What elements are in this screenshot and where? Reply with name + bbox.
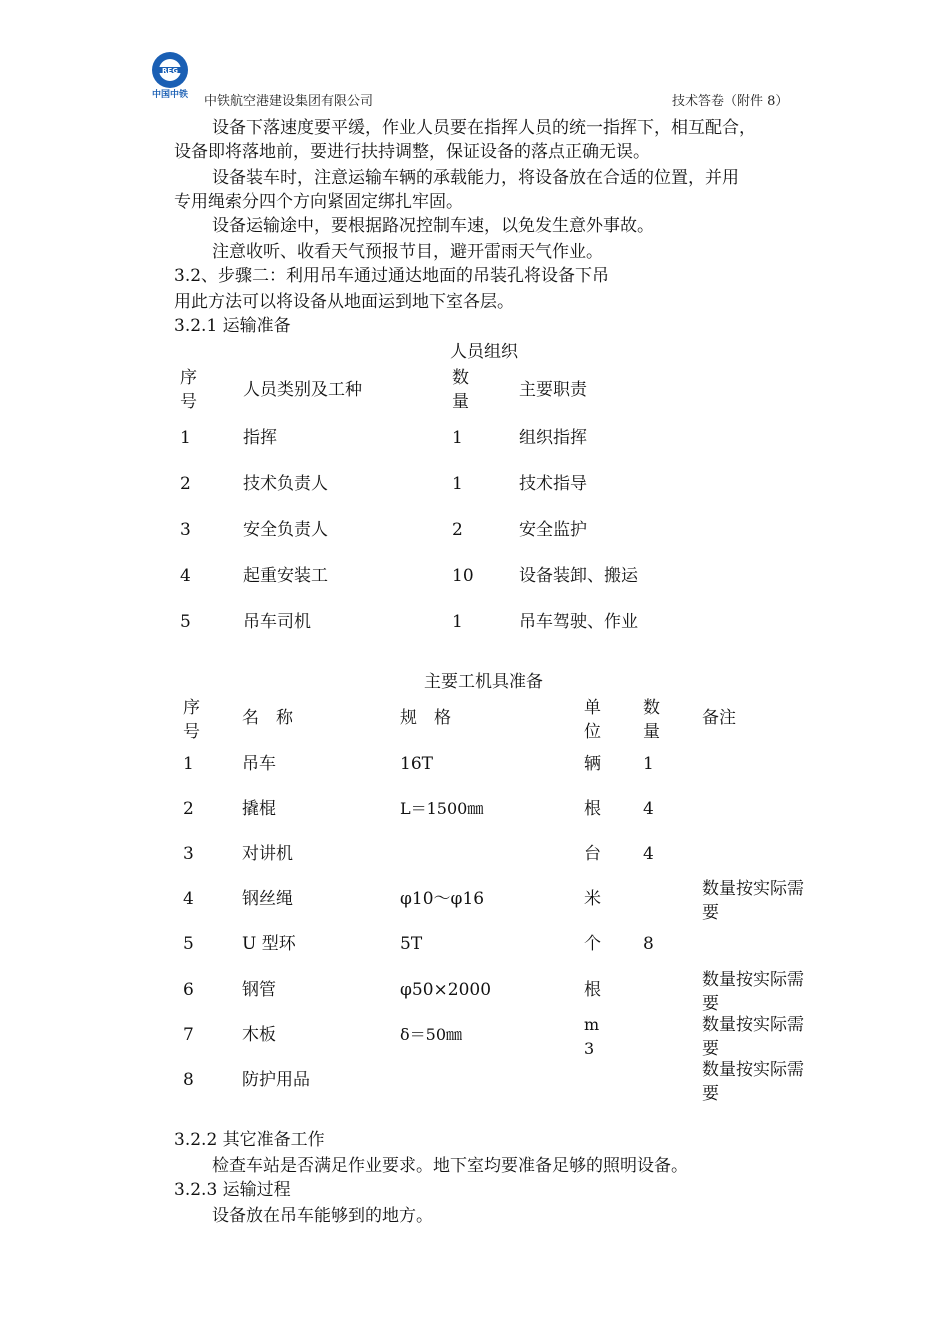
tools-header-note: 备注 [702, 708, 736, 728]
tools-cell-no: 8 [183, 1070, 194, 1090]
personnel-cell-type: 安全负责人 [243, 520, 328, 540]
section-3-2-3-heading: 3.2.3 运输过程 [174, 1180, 291, 1200]
personnel-cell-no: 4 [180, 566, 191, 586]
personnel-cell-type: 吊车司机 [243, 612, 311, 632]
tools-cell-no: 3 [183, 844, 194, 864]
header-doc-ref: 技术答卷（附件 8） [672, 94, 789, 109]
paragraph-3: 设备运输途中，要根据路况控制车速，以免发生意外事故。 [212, 216, 654, 236]
tools-cell-name: 防护用品 [242, 1070, 310, 1090]
tools-cell-no: 6 [183, 980, 194, 1000]
tools-cell-qty: 4 [643, 844, 654, 864]
personnel-cell-qty: 1 [452, 612, 463, 632]
personnel-cell-type: 起重安装工 [243, 566, 328, 586]
tools-cell-no: 2 [183, 799, 194, 819]
section-3-2-3-text: 设备放在吊车能够到的地方。 [212, 1206, 433, 1226]
section-3-2-heading: 3.2、步骤二：利用吊车通过通达地面的吊装孔将设备下吊 [174, 266, 610, 286]
tools-cell-name: 吊车 [242, 754, 276, 774]
personnel-header-duty: 主要职责 [519, 380, 587, 400]
tools-cell-spec: φ50×2000 [400, 980, 492, 1000]
tools-cell-name: 钢管 [242, 980, 276, 1000]
personnel-cell-no: 1 [180, 428, 191, 448]
tools-header-no: 序号 [183, 698, 200, 742]
personnel-cell-duty: 安全监护 [519, 520, 587, 540]
paragraph-1b: 设备即将落地前，要进行扶持调整，保证设备的落点正确无误。 [174, 142, 650, 162]
tools-cell-name: 对讲机 [242, 844, 293, 864]
personnel-header-type: 人员类别及工种 [243, 380, 362, 400]
tools-cell-name: 撬棍 [242, 799, 276, 819]
section-3-2-2-heading: 3.2.2 其它准备工作 [174, 1130, 325, 1150]
personnel-cell-type: 指挥 [243, 428, 277, 448]
tools-header-qty: 数量 [643, 698, 660, 742]
tools-cell-spec: 16T [400, 754, 433, 774]
tools-cell-unit: 辆 [584, 754, 601, 774]
company-logo [144, 50, 196, 102]
logo-mark: REG [162, 67, 178, 75]
tools-cell-unit: 米 [584, 889, 601, 909]
personnel-cell-qty: 1 [452, 474, 463, 494]
tools-cell-note: 数量按实际需要 [702, 1015, 804, 1059]
tools-header-unit: 单位 [584, 698, 601, 742]
paragraph-2a: 设备装车时，注意运输车辆的承载能力，将设备放在合适的位置，并用 [212, 168, 739, 188]
tools-cell-no: 1 [183, 754, 194, 774]
tools-cell-unit: 根 [584, 980, 601, 1000]
tools-cell-spec: L＝1500㎜ [400, 799, 484, 818]
personnel-cell-no: 3 [180, 520, 191, 540]
tools-cell-spec: δ＝50㎜ [400, 1025, 462, 1044]
tools-cell-name: 木板 [242, 1025, 276, 1045]
section-3-2-text: 用此方法可以将设备从地面运到地下室各层。 [174, 292, 514, 312]
paragraph-1a: 设备下落速度要平缓，作业人员要在指挥人员的统一指挥下，相互配合， [212, 118, 756, 138]
tools-cell-unit: 台 [584, 844, 601, 864]
personnel-cell-qty: 2 [452, 520, 463, 540]
tools-cell-spec: 5T [400, 934, 423, 954]
paragraph-4: 注意收听、收看天气预报节目，避开雷雨天气作业。 [212, 242, 603, 262]
personnel-header-no: 序号 [180, 368, 197, 412]
tools-cell-note: 数量按实际需要 [702, 1060, 804, 1104]
tools-cell-note: 数量按实际需要 [702, 879, 804, 923]
logo-icon [144, 50, 196, 102]
tools-cell-note: 数量按实际需要 [702, 970, 804, 1014]
tools-cell-no: 5 [183, 934, 194, 954]
personnel-cell-type: 技术负责人 [243, 474, 328, 494]
tools-cell-name: U 型环 [242, 934, 296, 954]
header-company: 中铁航空港建设集团有限公司 [204, 94, 374, 109]
personnel-header-qty: 数量 [452, 368, 469, 412]
tools-cell-no: 7 [183, 1025, 194, 1045]
personnel-cell-duty: 设备装卸、搬运 [519, 566, 638, 586]
personnel-cell-no: 5 [180, 612, 191, 632]
section-3-2-1-heading: 3.2.1 运输准备 [174, 316, 291, 336]
logo-text: 中国中铁 [151, 90, 189, 100]
section-3-2-2-text: 检查车站是否满足作业要求。地下室均要准备足够的照明设备。 [212, 1156, 688, 1176]
personnel-cell-qty: 1 [452, 428, 463, 448]
tools-header-spec: 规 格 [400, 708, 451, 728]
tools-cell-name: 钢丝绳 [242, 889, 293, 909]
tools-cell-qty: 8 [643, 934, 654, 954]
personnel-cell-no: 2 [180, 474, 191, 494]
personnel-cell-qty: 10 [452, 566, 474, 586]
tools-cell-unit: 根 [584, 799, 601, 819]
paragraph-2b: 专用绳索分四个方向紧固定绑扎牢固。 [174, 192, 463, 212]
tools-cell-no: 4 [183, 889, 194, 909]
tools-cell-unit: m3 [584, 1015, 600, 1058]
tools-cell-unit: 个 [584, 934, 601, 954]
tools-header-name: 名 称 [242, 708, 293, 728]
personnel-table-title: 人员组织 [450, 342, 518, 362]
tools-cell-qty: 4 [643, 799, 654, 819]
tools-cell-spec: φ10～φ16 [400, 889, 485, 909]
personnel-cell-duty: 吊车驾驶、作业 [519, 612, 638, 632]
personnel-cell-duty: 技术指导 [519, 474, 587, 494]
tools-table-title: 主要工机具准备 [424, 672, 543, 692]
tools-cell-qty: 1 [643, 754, 654, 774]
personnel-cell-duty: 组织指挥 [519, 428, 587, 448]
